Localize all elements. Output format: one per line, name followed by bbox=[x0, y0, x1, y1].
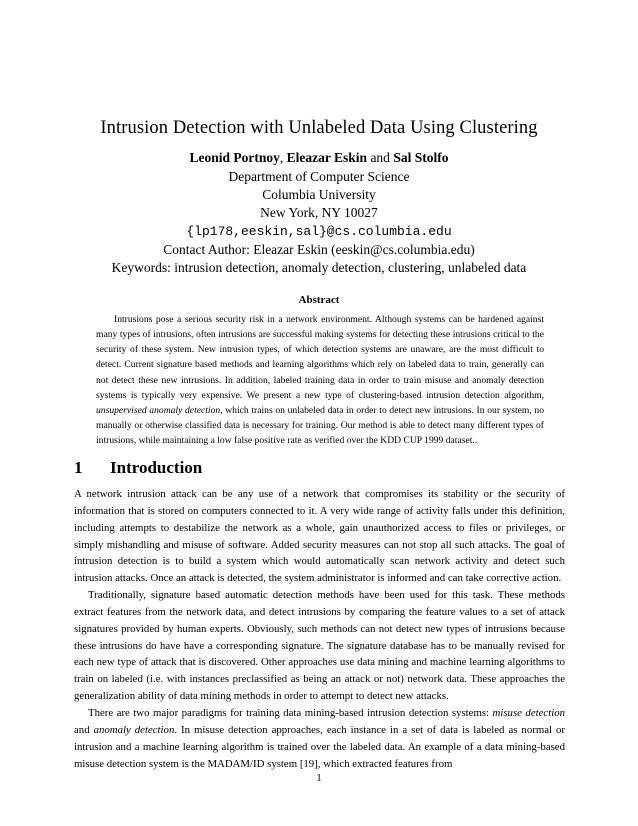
keywords: Keywords: intrusion detection, anomaly detection, clustering, unlabeled data bbox=[111, 260, 527, 275]
page-number: 1 bbox=[316, 772, 322, 784]
abstract-text-part1: Intrusions pose a serious security risk in a network environment. Although systems can be hardened against many types of intrusions, often intrusions are successful making systems for detecting these intrusions critical to the security of these system. New intrusion types, of which detection systems are unaware, are the most difficult to detect. Current signature based methods and learning algorithms which rely on labeled data to train, generally can not detect these new intrusions. In addition, labeled training data in order to train misuse and anomaly detection systems is typically very expensive. We present a new type of clustering-based intrusion detection algorithm, bbox=[96, 314, 544, 401]
paragraph-3-part1: There are two major paradigms for training data mining-based intrusion detection systems: bbox=[88, 706, 493, 719]
section-title: Introduction bbox=[110, 458, 203, 477]
author-emails: {lp178,eeskin,sal}@cs.columbia.edu bbox=[186, 224, 452, 239]
paragraph-2: Traditionally, signature based automatic detection methods have been used for this task. These methods extract features from the network data, and detect intrusions by comparing the feature values to a set of attack signatures provided by human experts. Obviously, such methods can not detect new types of intrusions because these intrusions do have have a corresponding signature. The signature database has to be manually revised for each new type of attack that is discovered. Other approaches use data mining and machine learning algorithms to train on labeled (i.e. with instances preclassified as being an attack or not) network data. These approaches the generalization ability of data mining methods in order to attempt to detect new attacks. bbox=[74, 589, 565, 703]
section-body bbox=[74, 486, 565, 772]
abstract-text-part2: , which trains on unlabeled data in order to detect new intrusions. In our system, no manually or otherwise classified data is necessary for training. Our method is able to detect many different types of intrusions, while maintaining a low false positive rate as verified over the KDD CUP 1999 dataset.. bbox=[96, 404, 544, 447]
term-misuse-detection: misuse detection bbox=[492, 706, 565, 719]
contact-author: Contact Author: Eleazar Eskin (eeskin@cs.columbia.edu) bbox=[163, 242, 475, 257]
abstract-text bbox=[96, 312, 544, 448]
author-portnoy: Leonid Portnoy bbox=[189, 150, 280, 165]
abstract-heading: Abstract bbox=[298, 294, 340, 306]
term-anomaly-detection: anomaly detection bbox=[93, 723, 175, 736]
paragraph-3 bbox=[74, 705, 565, 772]
author-line bbox=[0, 150, 638, 166]
paper-title: Intrusion Detection with Unlabeled Data Using Clustering bbox=[100, 118, 538, 138]
affiliation-location: New York, NY 10027 bbox=[260, 205, 378, 220]
section-heading bbox=[74, 458, 202, 478]
affiliation-department: Department of Computer Science bbox=[228, 169, 410, 184]
paragraph-3-part3: . In misuse detection approaches, each instance in a set of data is labeled as normal or intrusion and a machine learning algorithm is trained over the labeled data. An example of a data mining-based misuse detection system is the MADAM/ID system [19], which extracted features from bbox=[74, 723, 565, 770]
paragraph-3-part2: and bbox=[74, 723, 94, 736]
author-conjunction: and bbox=[370, 150, 390, 165]
affiliation-university: Columbia University bbox=[262, 187, 376, 202]
paragraph-1: A network intrusion attack can be any use of a network that compromises its stability or the security of information that is stored on computers connected to it. A very wide range of activity falls under this definition, including attempts to destabilize the network as a whole, gain unauthorized access to files or privileges, or simply mishandling and misuse of software. Added security measures can not stop all such attacks. The goal of intrusion detection is to build a system which would automatically scan network activity and detect such intrusion attacks. Once an attack is detected, the system administrator is informed and can take corrective action. bbox=[74, 488, 565, 585]
author-eskin: Eleazar Eskin bbox=[286, 150, 368, 165]
author-separator: , bbox=[279, 150, 284, 165]
abstract-emphasis: unsupervised anomaly detection bbox=[96, 404, 221, 416]
section-number: 1 bbox=[74, 458, 83, 477]
author-stolfo: Sal Stolfo bbox=[393, 150, 449, 165]
